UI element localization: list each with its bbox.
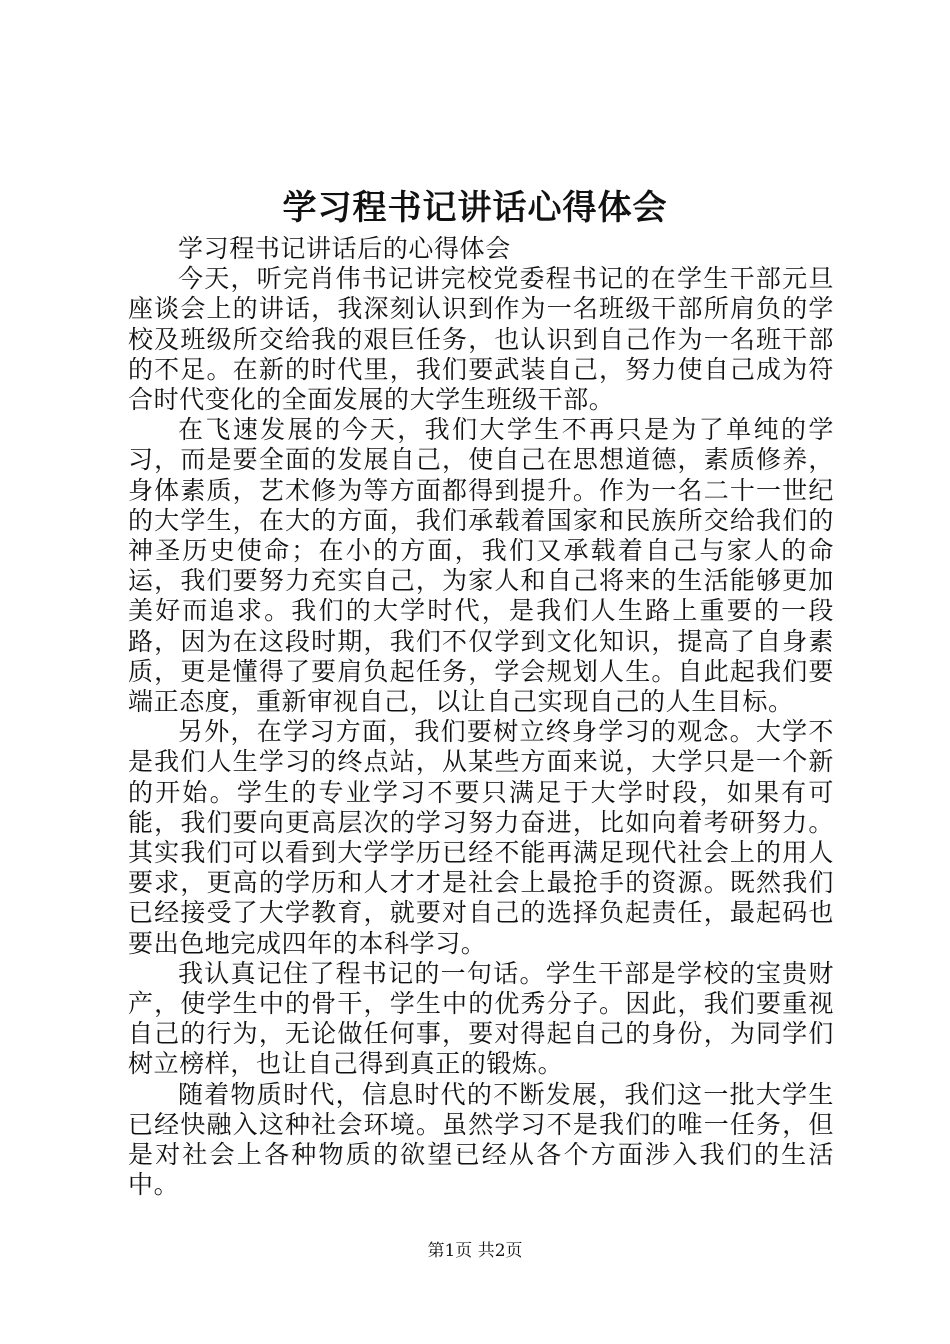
document-subtitle: 学习程书记讲话后的心得体会 bbox=[178, 234, 511, 263]
paragraph-5: 随着物质时代，信息时代的不断发展，我们这一批大学生已经快融入这种社会环境。虽然学习不是我们的唯一任务，但是对社会上各种物质的欲望已经从各个方面涉入我们的生活中。 bbox=[128, 1079, 834, 1200]
paragraph-4: 我认真记住了程书记的一句话。学生干部是学校的宝贵财产，使学生中的骨干，学生中的优秀分子。因此，我们要重视自己的行为，无论做任何事，要对得起自己的身份，为同学们树立榜样，也让自己得到真正的锻炼。 bbox=[128, 958, 834, 1079]
page-number-footer: 第1页 共2页 bbox=[427, 1241, 523, 1261]
paragraph-2: 在飞速发展的今天，我们大学生不再只是为了单纯的学习，而是要全面的发展自己，使自己在思想道德，素质修养，身体素质，艺术修为等方面都得到提升。作为一名二十一世纪的大学生，在大的方面，我们承载着国家和民族所交给我们的神圣历史使命；在小的方面，我们又承载着自己与家人的命运，我们要努力充实自己，为家人和自己将来的生活能够更加美好而追求。我们的大学时代，是我们人生路上重要的一段路，因为在这段时期，我们不仅学到文化知识，提高了自身素质，更是懂得了要肩负起任务，学会规划人生。自此起我们要端正态度，重新审视自己，以让自己实现自己的人生目标。 bbox=[128, 415, 834, 717]
document-body bbox=[128, 234, 834, 1201]
paragraph-3: 另外，在学习方面，我们要树立终身学习的观念。大学不是我们人生学习的终点站，从某些方面来说，大学只是一个新的开始。学生的专业学习不要只满足于大学时段，如果有可能，我们要向更高层次的学习努力奋进，比如向着考研努力。其实我们可以看到大学学历已经不能再满足现代社会上的用人要求，更高的学历和人才才是社会上最抢手的资源。既然我们已经接受了大学教育，就要对自己的选择负起责任，最起码也要出色地完成四年的本科学习。 bbox=[128, 717, 834, 958]
paragraph-1: 今天，听完肖伟书记讲完校党委程书记的在学生干部元旦座谈会上的讲话，我深刻认识到作为一名班级干部所肩负的学校及班级所交给我的艰巨任务，也认识到自己作为一名班干部的不足。在新的时代里，我们要武装自己，努力使自己成为符合时代变化的全面发展的大学生班级干部。 bbox=[128, 264, 834, 415]
document-title: 学习程书记讲话心得体会 bbox=[282, 188, 668, 228]
